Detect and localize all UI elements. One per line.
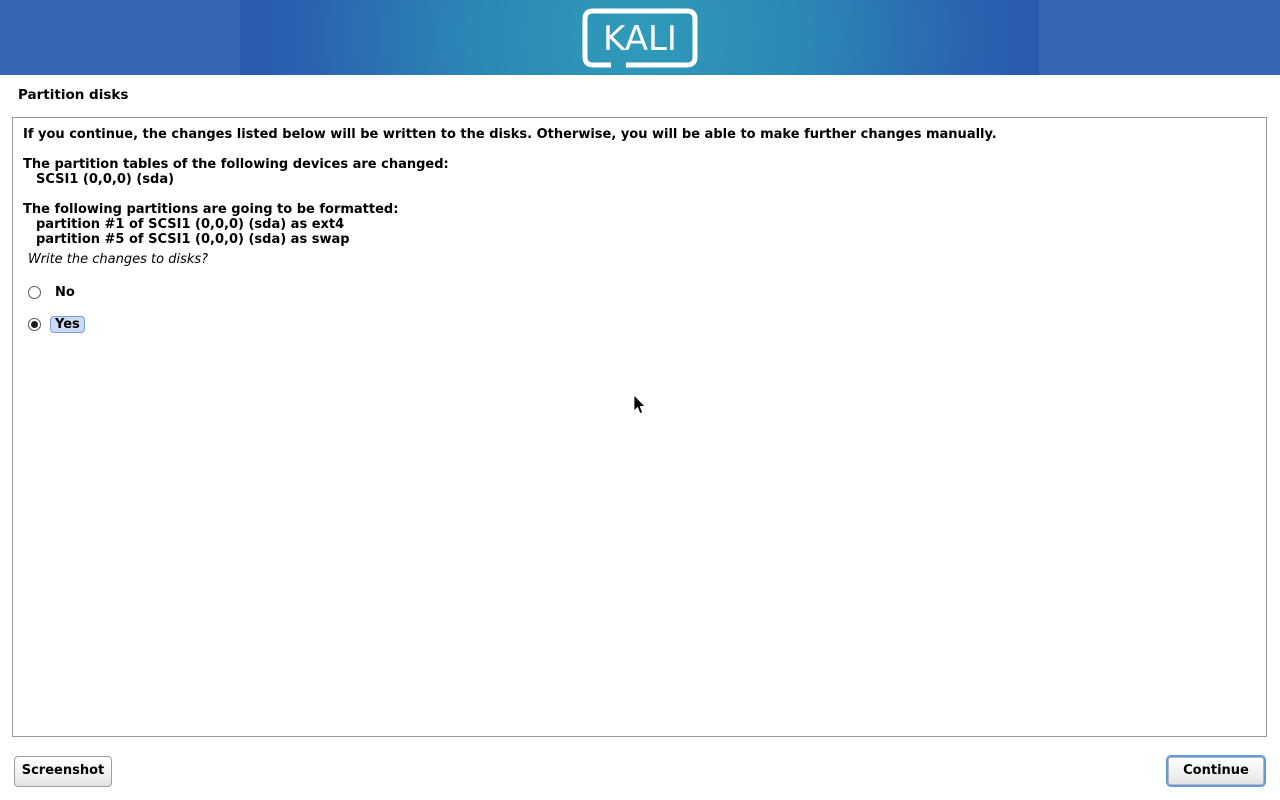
radio-option-yes[interactable]	[23, 315, 1256, 333]
devices-changed-heading: The partition tables of the following devices are changed:	[23, 157, 449, 172]
radio-no-label[interactable]: No	[55, 284, 75, 300]
radio-option-no[interactable]	[23, 283, 1256, 301]
kali-logo-icon	[580, 6, 700, 69]
format-item: partition #1 of SCSI1 (0,0,0) (sda) as ext4	[36, 217, 345, 232]
screenshot-button[interactable]: Screenshot	[14, 756, 112, 787]
page-title: Partition disks	[18, 87, 129, 103]
format-group	[23, 202, 1256, 247]
format-heading: The following partitions are going to be formatted:	[23, 202, 399, 217]
kali-logo-text: KALI	[603, 19, 677, 59]
intro-text: If you continue, the changes listed below will be written to the disks. Otherwise, you will be able to make further changes manually.	[23, 127, 997, 142]
device-item: SCSI1 (0,0,0) (sda)	[36, 172, 175, 187]
write-changes-question: Write the changes to disks?	[28, 252, 209, 267]
installer-banner	[0, 0, 1280, 75]
partition-confirm-dialog	[12, 117, 1267, 737]
radio-yes-icon[interactable]	[28, 318, 41, 331]
continue-button[interactable]: Continue	[1166, 755, 1266, 787]
format-item: partition #5 of SCSI1 (0,0,0) (sda) as swap	[36, 232, 350, 247]
radio-yes-label[interactable]: Yes	[50, 316, 85, 333]
devices-changed-group	[23, 157, 1256, 187]
radio-no-icon[interactable]	[28, 286, 41, 299]
